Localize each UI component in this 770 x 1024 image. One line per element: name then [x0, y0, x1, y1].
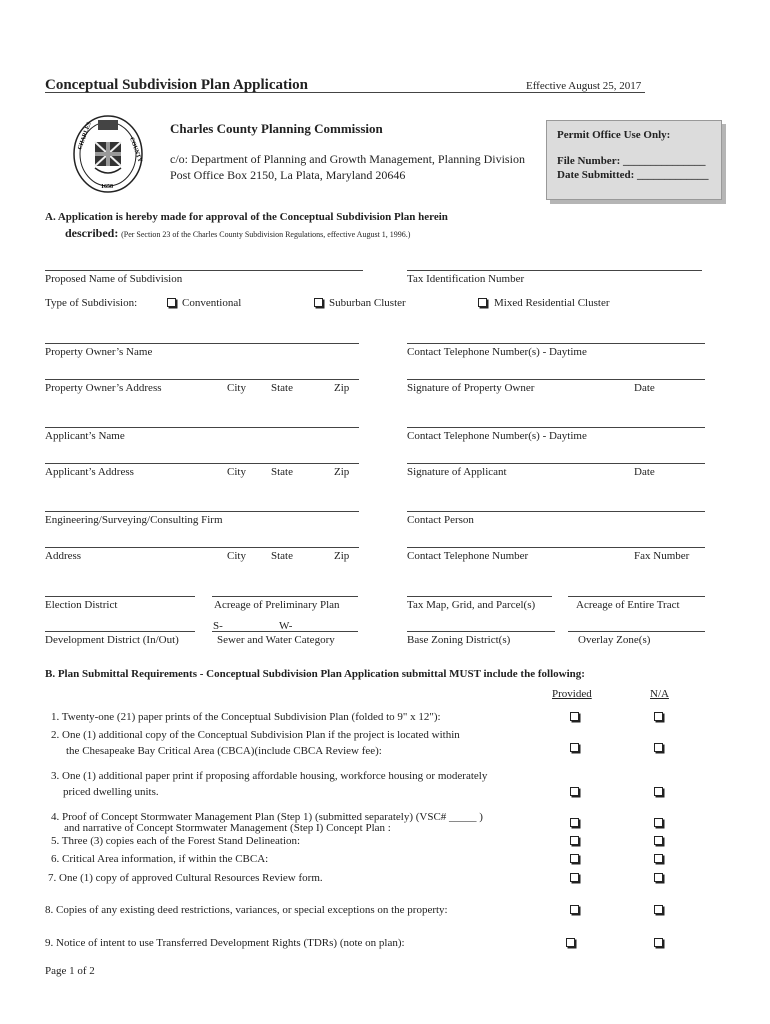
- section-a-note: (Per Section 23 of the Charles County Subdivision Regulations, effective August 1, 1996.): [121, 230, 411, 239]
- requirement-item-4: 4. Proof of Concept Stormwater Management Plan (Step 1) (submitted separately) (VSC# _____ ): [51, 811, 483, 823]
- agency-dept: c/o: Department of Planning and Growth Management, Planning Division: [170, 152, 525, 166]
- applicant-address-label: Applicant’s Address: [45, 466, 134, 478]
- applicant-state-label: State: [271, 466, 293, 478]
- seal-left-text: CHARLES: [77, 121, 93, 151]
- seal-year: 1658: [101, 184, 113, 190]
- requirement-item-2: 2. One (1) additional copy of the Conceptual Subdivision Plan if the project is located within: [51, 729, 460, 741]
- owner-phone-label: Contact Telephone Number(s) - Daytime: [407, 346, 587, 358]
- item-1-na-checkbox[interactable]: [654, 712, 663, 721]
- applicant-signature-label: Signature of Applicant: [407, 466, 507, 478]
- firm-state-label: State: [271, 550, 293, 562]
- item-1-provided-checkbox[interactable]: [570, 712, 579, 721]
- base-zoning-label: Base Zoning District(s): [407, 634, 511, 646]
- owner-phone-line[interactable]: [407, 343, 705, 344]
- date-submitted-field[interactable]: Date Submitted: _____________: [557, 169, 709, 181]
- item-3-provided-checkbox[interactable]: [570, 787, 579, 796]
- sewer-water-label: Sewer and Water Category: [217, 634, 335, 646]
- applicant-phone-line[interactable]: [407, 427, 705, 428]
- tax-id-label: Tax Identification Number: [407, 273, 525, 285]
- item-4-na-checkbox[interactable]: [654, 818, 663, 827]
- requirement-item-3-cont: priced dwelling units.: [63, 786, 159, 798]
- section-a-described-label: described:: [65, 226, 119, 240]
- item-9-provided-checkbox[interactable]: [566, 938, 575, 947]
- overlay-label: Overlay Zone(s): [578, 634, 651, 646]
- firm-label: Engineering/Surveying/Consulting Firm: [45, 514, 223, 526]
- requirement-item-4-cont: and narrative of Concept Stormwater Management (Step I) Concept Plan :: [64, 822, 391, 834]
- item-3-na-checkbox[interactable]: [654, 787, 663, 796]
- requirement-item-6: 6. Critical Area information, if within the CBCA:: [51, 853, 269, 865]
- applicant-signature-line[interactable]: [407, 463, 705, 464]
- agency-name: Charles County Planning Commission: [170, 121, 383, 136]
- applicant-phone-label: Contact Telephone Number(s) - Daytime: [407, 430, 587, 442]
- na-header: N/A: [650, 688, 669, 700]
- proposed-name-line[interactable]: [45, 270, 363, 271]
- firm-zip-label: Zip: [334, 550, 350, 562]
- provided-header: Provided: [552, 688, 592, 700]
- dev-district-line[interactable]: [45, 631, 195, 632]
- county-seal-icon: [72, 114, 144, 194]
- item-8-na-checkbox[interactable]: [654, 905, 663, 914]
- firm-phone-line[interactable]: [407, 547, 705, 548]
- proposed-name-label: Proposed Name of Subdivision: [45, 273, 183, 285]
- mixed-residential-checkbox[interactable]: [478, 298, 487, 307]
- item-4-provided-checkbox[interactable]: [570, 818, 579, 827]
- applicant-address-line[interactable]: [45, 463, 359, 464]
- owner-address-label: Property Owner’s Address: [45, 382, 162, 394]
- effective-date: Effective August 25, 2017: [526, 80, 642, 92]
- requirement-item-2-cont: the Chesapeake Bay Critical Area (CBCA)(include CBCA Review fee):: [66, 745, 382, 757]
- owner-name-label: Property Owner’s Name: [45, 346, 153, 358]
- section-b-heading: B. Plan Submittal Requirements - Conceptual Subdivision Plan Application submittal MUST include the following:: [45, 668, 585, 680]
- file-number-field[interactable]: File Number: _______________: [557, 155, 706, 167]
- sewer-prefix: S-: [213, 620, 223, 632]
- item-8-provided-checkbox[interactable]: [570, 905, 579, 914]
- mixed-residential-label: Mixed Residential Cluster: [494, 297, 610, 309]
- requirement-item-5: 5. Three (3) copies each of the Forest Stand Delineation:: [51, 835, 301, 847]
- requirement-item-1: 1. Twenty-one (21) paper prints of the Conceptual Subdivision Plan (folded to 9" x 12"):: [51, 711, 441, 723]
- requirement-item-8: 8. Copies of any existing deed restrictions, variances, or special exceptions on the property:: [45, 904, 448, 916]
- owner-city-label: City: [227, 382, 246, 394]
- base-zoning-line[interactable]: [407, 631, 555, 632]
- tax-map-line[interactable]: [407, 596, 552, 597]
- requirement-item-3: 3. One (1) additional paper print if proposing affordable housing, workforce housing or moderately: [51, 770, 488, 782]
- applicant-zip-label: Zip: [334, 466, 350, 478]
- dev-district-label: Development District (In/Out): [45, 634, 179, 646]
- owner-signature-label: Signature of Property Owner: [407, 382, 535, 394]
- suburban-cluster-checkbox[interactable]: [314, 298, 323, 307]
- election-district-label: Election District: [45, 599, 118, 611]
- applicant-city-label: City: [227, 466, 246, 478]
- owner-address-line[interactable]: [45, 379, 359, 380]
- item-6-provided-checkbox[interactable]: [570, 854, 579, 863]
- tax-map-label: Tax Map, Grid, and Parcel(s): [407, 599, 536, 611]
- permit-office-box: [546, 120, 722, 200]
- firm-fax-label: Fax Number: [634, 550, 690, 562]
- acreage-prelim-line[interactable]: [212, 596, 358, 597]
- conventional-checkbox[interactable]: [167, 298, 176, 307]
- sewer-water-line[interactable]: [212, 631, 358, 632]
- firm-address-label: Address: [45, 550, 82, 562]
- section-a-heading: A. Application is hereby made for approval of the Conceptual Subdivision Plan herein: [45, 211, 448, 223]
- applicant-date-label: Date: [634, 466, 655, 478]
- acreage-tract-label: Acreage of Entire Tract: [576, 599, 680, 611]
- acreage-tract-line[interactable]: [568, 596, 705, 597]
- suburban-cluster-label: Suburban Cluster: [329, 297, 406, 309]
- firm-city-label: City: [227, 550, 246, 562]
- requirement-item-7: 7. One (1) copy of approved Cultural Resources Review form.: [48, 872, 323, 884]
- firm-phone-label: Contact Telephone Number: [407, 550, 529, 562]
- permit-title: Permit Office Use Only:: [557, 129, 671, 141]
- applicant-name-label: Applicant’s Name: [45, 430, 125, 442]
- item-7-provided-checkbox[interactable]: [570, 873, 579, 882]
- requirement-item-9: 9. Notice of intent to use Transferred Development Rights (TDRs) (note on plan):: [45, 937, 405, 949]
- owner-signature-line[interactable]: [407, 379, 705, 380]
- acreage-prelim-label: Acreage of Preliminary Plan: [214, 599, 340, 611]
- owner-zip-label: Zip: [334, 382, 350, 394]
- owner-state-label: State: [271, 382, 293, 394]
- section-a-described: [65, 226, 410, 241]
- item-2-provided-checkbox[interactable]: [570, 743, 579, 752]
- tax-id-line[interactable]: [407, 270, 702, 271]
- item-6-na-checkbox[interactable]: [654, 854, 663, 863]
- page-number: Page 1 of 2: [45, 965, 95, 977]
- item-5-na-checkbox[interactable]: [654, 836, 663, 845]
- item-7-na-checkbox[interactable]: [654, 873, 663, 882]
- applicant-name-line[interactable]: [45, 427, 359, 428]
- contact-person-label: Contact Person: [407, 514, 474, 526]
- item-9-na-checkbox[interactable]: [654, 938, 663, 947]
- owner-date-label: Date: [634, 382, 655, 394]
- water-prefix: W-: [279, 620, 293, 632]
- seal-right-text: COUNTY: [128, 136, 143, 164]
- title-underline: [45, 92, 645, 93]
- item-5-provided-checkbox[interactable]: [570, 836, 579, 845]
- election-district-line[interactable]: [45, 596, 195, 597]
- contact-person-line[interactable]: [407, 511, 705, 512]
- conventional-label: Conventional: [182, 297, 242, 309]
- firm-line[interactable]: [45, 511, 359, 512]
- firm-address-line[interactable]: [45, 547, 359, 548]
- subdivision-type-label: Type of Subdivision:: [45, 297, 138, 309]
- form-title: Conceptual Subdivision Plan Application: [45, 77, 308, 93]
- item-2-na-checkbox[interactable]: [654, 743, 663, 752]
- agency-address: Post Office Box 2150, La Plata, Maryland 20646: [170, 168, 406, 182]
- owner-name-line[interactable]: [45, 343, 359, 344]
- overlay-line[interactable]: [568, 631, 705, 632]
